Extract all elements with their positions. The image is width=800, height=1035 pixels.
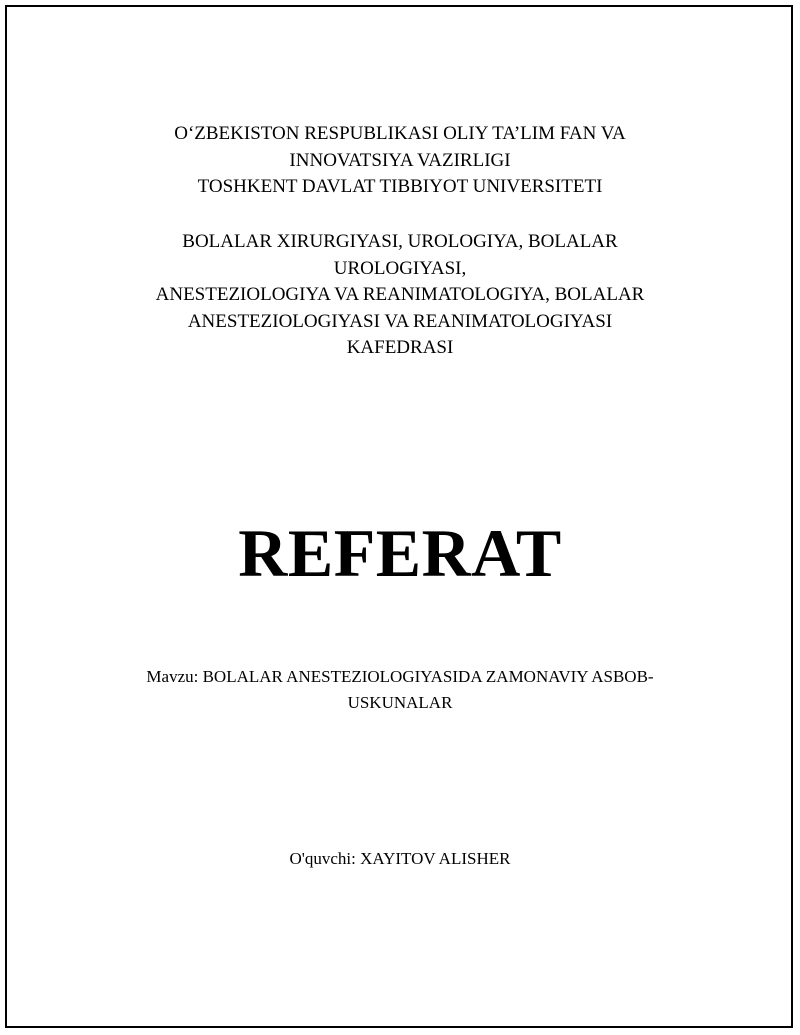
ministry-header — [0, 121, 800, 201]
student-name: O'quvchi: XAYITOV ALISHER — [289, 849, 511, 868]
document-title: REFERAT — [238, 515, 562, 591]
topic-line-2: USKUNALAR — [347, 693, 453, 712]
department-line-3: ANESTEZIOLOGIYA VA REANIMATOLOGIYA, BOLALAR — [155, 284, 645, 305]
university-name: TOSHKENT DAVLAT TIBBIYOT UNIVERSITETI — [197, 176, 603, 197]
department-header — [0, 229, 800, 362]
department-line-2: UROLOGIYASI, — [333, 257, 467, 279]
topic-line-1: Mavzu: BOLALAR ANESTEZIOLOGIYASIDA ZAMONAVIY ASBOB- — [146, 667, 654, 686]
department-line-5: KAFEDRASI — [346, 337, 454, 358]
student — [0, 846, 800, 872]
ministry-line-1: O‘ZBEKISTON RESPUBLIKASI OLIY TA’LIM FAN VA — [174, 123, 626, 144]
ministry-line-2: INNOVATSIYA VAZIRLIGI — [289, 149, 511, 171]
department-line-4: ANESTEZIOLOGIYASI VA REANIMATOLOGIYASI — [187, 310, 613, 332]
department-line-1: BOLALAR XIRURGIYASI, UROLOGIYA, BOLALAR — [182, 231, 618, 252]
topic — [0, 664, 800, 716]
